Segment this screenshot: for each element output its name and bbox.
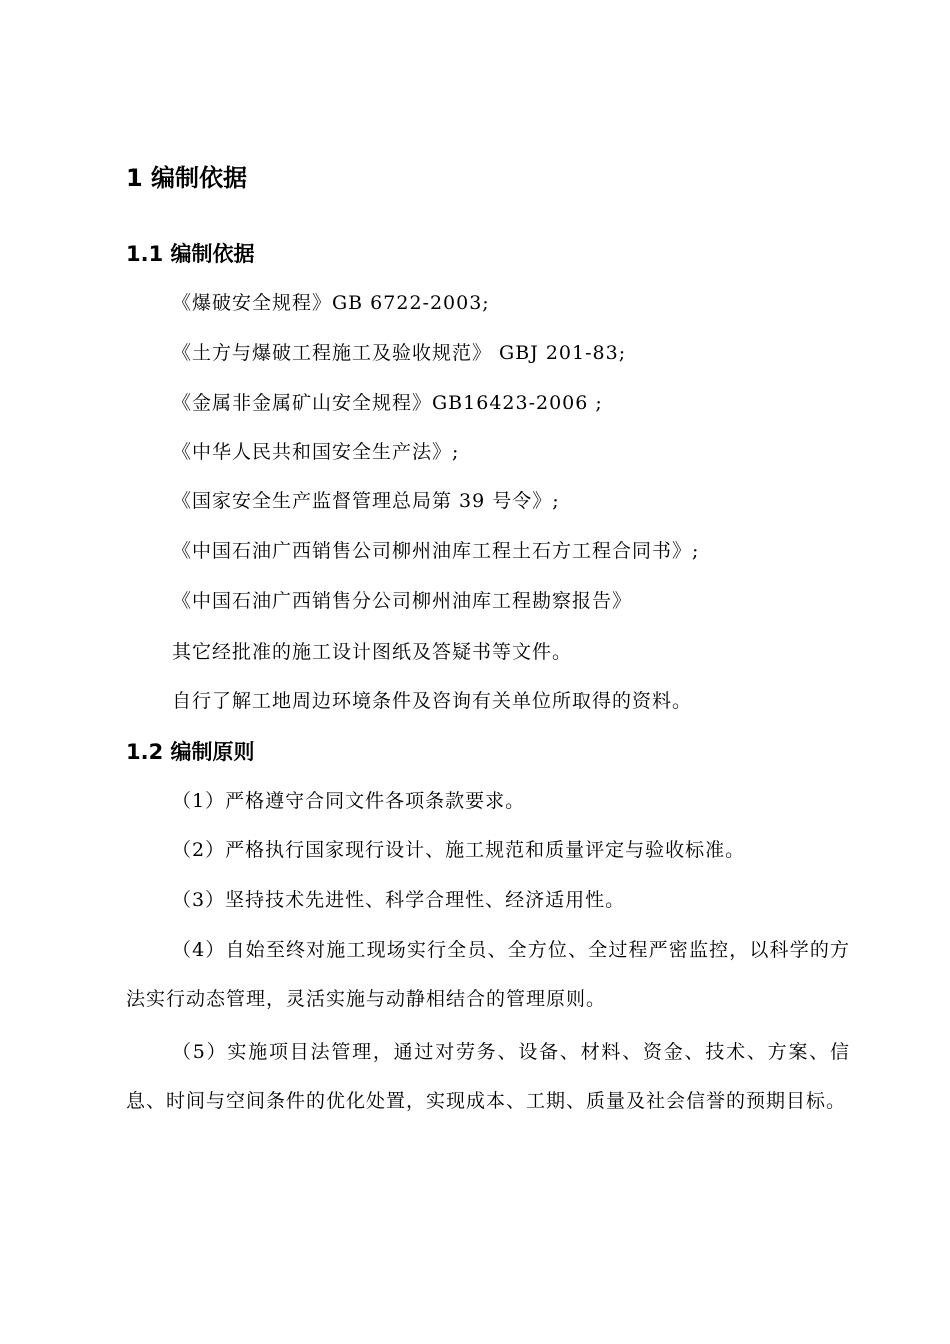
principle-item: （3）坚持技术先进性、科学合理性、经济适用性。 (172, 889, 626, 911)
reference-item: 《爆破安全规程》GB 6722-2003; (172, 292, 490, 314)
reference-item: 《中华人民共和国安全生产法》; (172, 441, 460, 463)
reference-item: 《土方与爆破工程施工及验收规范》 GBJ 201-83; (172, 342, 627, 364)
section-1-heading: 1 编制依据 (126, 164, 248, 192)
section-1-2-heading: 1.2 编制原则 (126, 740, 255, 764)
principle-item: （5）实施项目法管理，通过对劳务、设备、材料、资金、技术、方案、信息、时间与空间条件的优化处置，实现成本、工期、质量及社会信誉的预期目标。 (126, 1041, 850, 1112)
reference-item: 《国家安全生产监督管理总局第 39 号令》; (172, 490, 560, 512)
reference-item: 《金属非金属矿山安全规程》GB16423-2006 ; (172, 392, 603, 414)
reference-item: 《中国石油广西销售公司柳州油库工程土石方工程合同书》; (172, 540, 700, 562)
basis-paragraph: 自行了解工地周边环境条件及咨询有关单位所取得的资料。 (172, 690, 693, 712)
principle-item: （2）严格执行国家现行设计、施工规范和质量评定与验收标准。 (172, 839, 746, 861)
principle-item: （1）严格遵守合同文件各项条款要求。 (172, 790, 526, 812)
basis-paragraph: 其它经批准的施工设计图纸及答疑书等文件。 (172, 641, 573, 663)
reference-item: 《中国石油广西销售分公司柳州油库工程勘察报告》 (172, 590, 633, 612)
section-1-1-heading: 1.1 编制依据 (126, 242, 255, 266)
principle-item: （4）自始至终对施工现场实行全员、全方位、全过程严密监控，以科学的方法实行动态管理，灵活实施与动静相结合的管理原则。 (126, 939, 850, 1010)
